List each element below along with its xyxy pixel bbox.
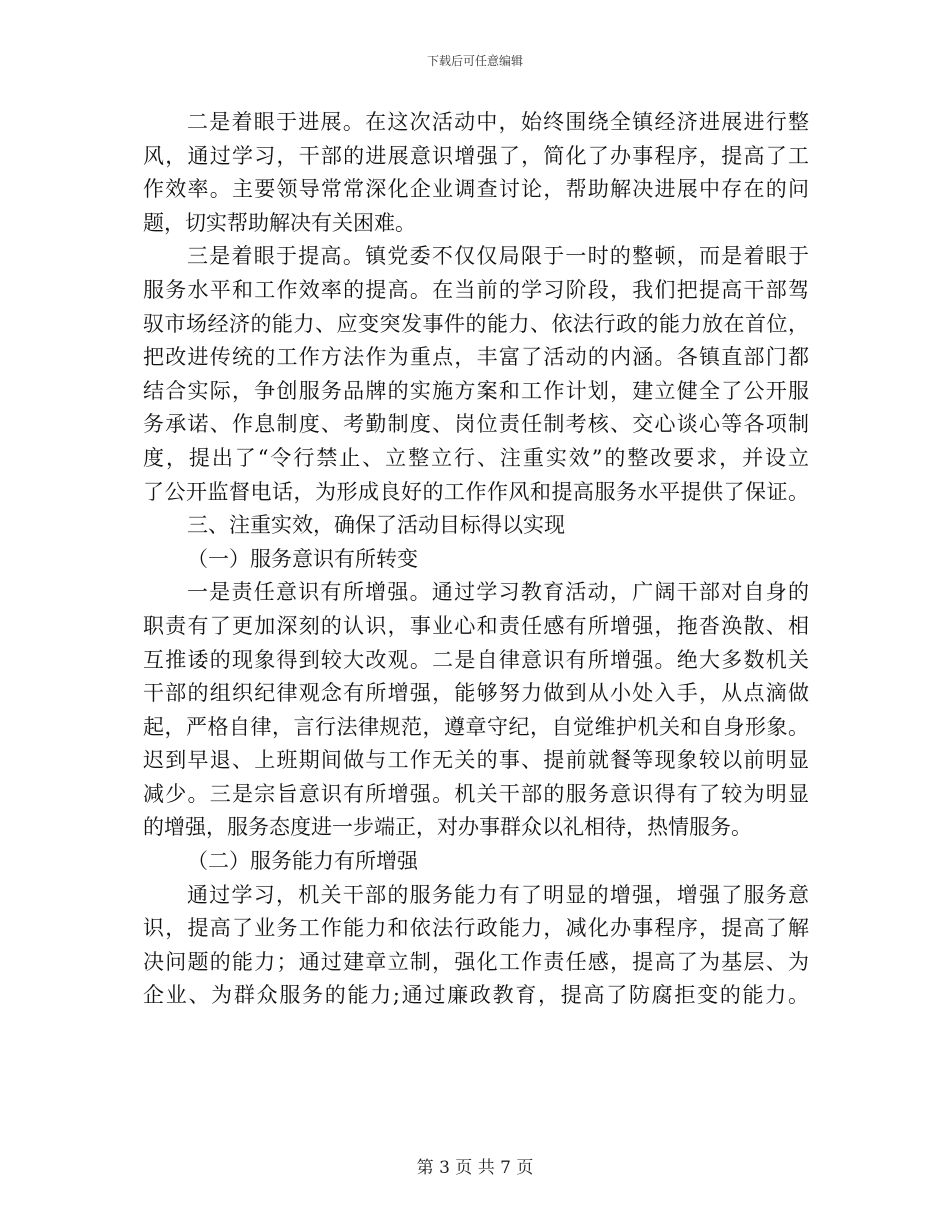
text-line: 把改进传统的工作方法作为重点，丰富了活动的内涵。各镇直部门都 [143,345,809,370]
text-line: 三是着眼于提高。镇党委不仅仅局限于一时的整顿，而是着眼于 [187,244,809,269]
text-line: 的增强，服务态度进一步端正，对办事群众以礼相待，热情服务。 [143,815,752,840]
text-line: 互推诿的现象得到较大改观。二是自律意识有所增强。绝大多数机关 [143,647,809,672]
text-line: 风，通过学习，干部的进展意识增强了，简化了办事程序，提高了工 [143,143,809,168]
text-line: 起，严格自律，言行法律规范，遵章守纪，自觉维护机关和自身形象。 [143,714,809,739]
text-line: 决问题的能力；通过建章立制，强化工作责任感，提高了为基层、为 [143,949,809,974]
page-footer-page-number: 第 3 页 共 7 页 [416,1158,534,1178]
text-line: 通过学习，机关干部的服务能力有了明显的增强，增强了服务意 [187,882,809,907]
text-line: 二是着眼于进展。在这次活动中，始终围绕全镇经济进展进行整 [187,110,809,134]
text-line: 了公开监督电话，为形成良好的工作作风和提高服务水平提供了保证。 [143,479,809,504]
text-line: 作效率。主要领导常常深化企业调查讨论，帮助解决进展中存在的问 [143,177,809,202]
text-line: 务承诺、作息制度、考勤制度、岗位责任制考核、交心谈心等各项制 [143,412,809,437]
text-line: 驭市场经济的能力、应变突发事件的能力、依法行政的能力放在首位， [143,311,809,336]
text-line: 企业、为群众服务的能力;通过廉政教育，提高了防腐拒变的能力。 [143,983,809,1008]
text-line: 度，提出了“令行禁止、立整立行、注重实效”的整改要求，并设立 [143,445,809,470]
text-line: 职责有了更加深刻的认识，事业心和责任感有所增强，拖沓涣散、相 [143,613,809,638]
text-line: 题，切实帮助解决有关困难。 [143,210,416,235]
text-line: 结合实际，争创服务品牌的实施方案和工作计划，建立健全了公开服 [143,378,809,403]
text-line: 迟到早退、上班期间做与工作无关的事、提前就餐等现象较以前明显 [143,748,809,773]
text-line: 减少。三是宗旨意识有所增强。机关干部的服务意识得有了较为明显 [143,781,809,806]
text-line: 干部的组织纪律观念有所增强，能够努力做到从小处入手，从点滴做 [143,681,809,706]
text-line: 三、注重实效，确保了活动目标得以实现 [187,513,565,538]
document-body [143,106,809,1013]
text-line: （二）服务能力有所增强 [187,849,418,874]
text-line: 识，提高了业务工作能力和依法行政能力，减化办事程序，提高了解 [143,916,809,941]
page-header: 下载后可任意编辑 [426,54,523,68]
text-line: 一是责任意识有所增强。通过学习教育活动，广阔干部对自身的 [187,580,809,605]
text-line: 服务水平和工作效率的提高。在当前的学习阶段，我们把提高干部驾 [143,277,809,302]
text-line: （一）服务意识有所转变 [187,546,418,571]
